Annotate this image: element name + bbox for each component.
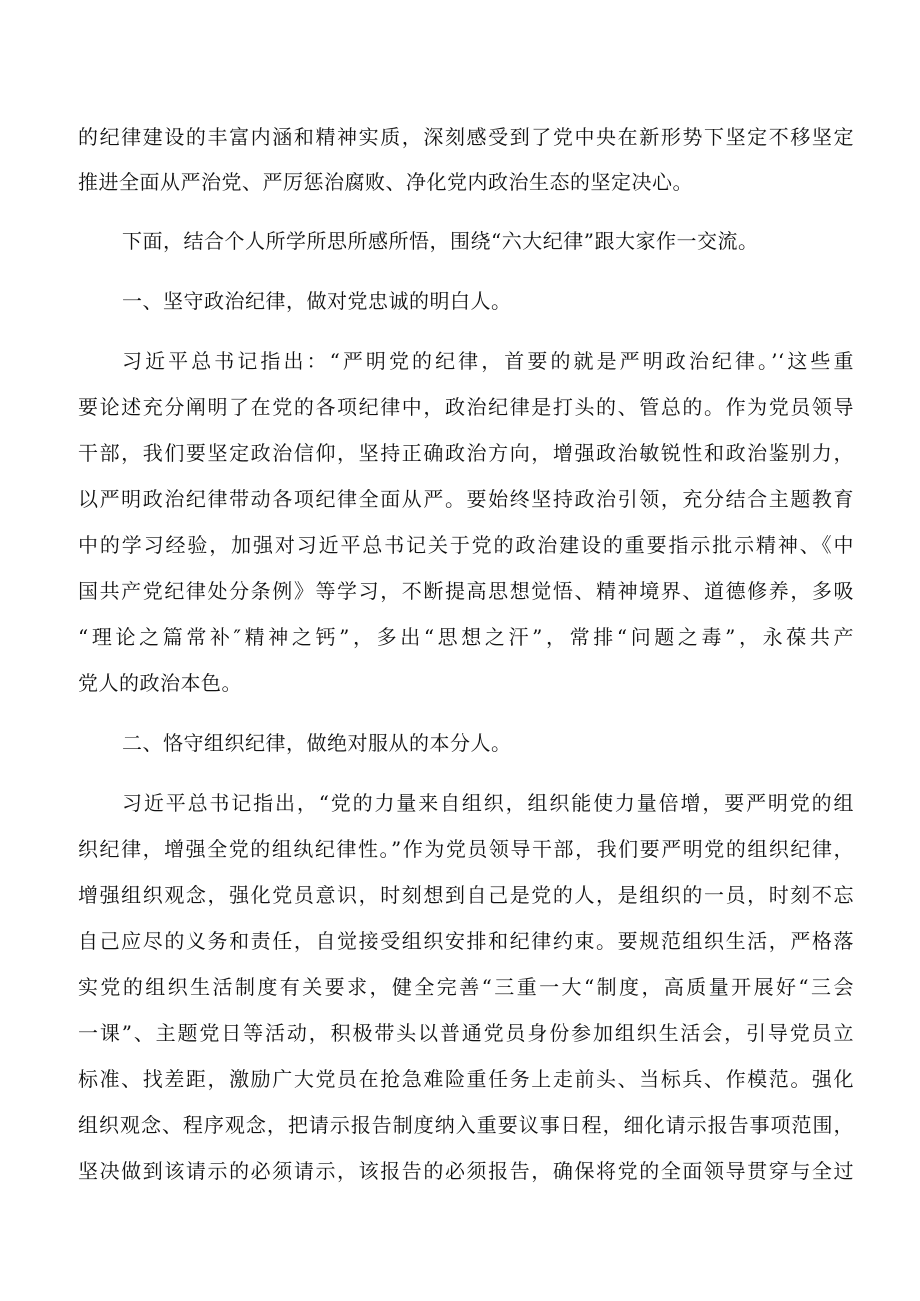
text-line: 增强组织观念，强化党员意识，时刻想到自己是党的人，是组织的一员，时刻不忘 [78,883,854,907]
text-line: 下面，结合个人所学所思所感所悟，围绕“六大纪律”跟大家作一交流。 [122,229,759,253]
text-line: 织纪律，增强全党的组纨纪律性。”作为党员领导干部，我们要严明党的组织纪律， [78,837,854,861]
text-line: 实党的组织生活制度有关要求，健全完善“三重一大“制度，高质量开展好“三会 [78,975,854,999]
text-line: 推进全面从严治党、严厉惩治腐败、净化党内政治生态的坚定决心。 [78,170,693,194]
text-line: 习近平总书记指出，“党的力量来自组织，组织能使力量倍增，要严明党的组 [122,791,854,815]
text-line: 的纪律建设的丰富内涵和精神实质，深刻感受到了党中央在新形势下坚定不移坚定 [78,125,854,149]
section-one [78,289,854,696]
section-heading: 一、坚守政治纪律，做对党忠诚的明白人。 [122,289,512,313]
text-line: 干部，我们要坚定政治信仰，坚持正确政治方向，增强政治敏锐性和政治鉴别力， [78,441,854,465]
text-line: 党人的政治本色。 [78,671,242,695]
paragraph-intro [78,125,854,195]
text-line: 坚决做到该请示的必须请示，该报告的必须报告，确保将党的全面领导贯穿与全过 [78,1159,854,1183]
text-line: 组织观念、程序观念，把请示报告制度纳入重要议事日程，细化请示报告事项范围， [78,1113,854,1137]
text-line: “理论之篇常补″精神之钙”，多出“思想之汗”，常排“问题之毒”，永葆共产 [78,625,854,649]
text-line: 以严明政治纪律带动各项纪律全面从严。要始终坚持政治引领，充分结合主题教育 [78,487,854,511]
text-line: 中的学习经验，加强对习近平总书记关于党的政治建设的重要指示批示精神、《中 [78,533,854,557]
text-line: 自己应尽的义务和责任，自觉接受组织安排和纪律约束。要规范组织生活，严格落 [78,929,854,953]
text-line: 国共产党纪律处分条例》等学习，不断提高思想觉悟、精神境界、道德修养，多吸 [78,579,854,603]
text-line: 一课”、主题党日等活动，积极带头以普通党员身份参加组织生活会，引导党员立 [78,1021,854,1045]
document-body [78,125,854,1184]
paragraph-transition [78,229,854,254]
section-heading: 二、恪守组织纪律，做绝对服从的本分人。 [122,731,512,755]
text-line: 习近平总书记指出：“严明党的纪律，首要的就是严明政治纪律。’‘这些重 [122,349,854,373]
section-two [78,731,854,1184]
text-line: 要论述充分阐明了在党的各项纪律中，政治纪律是打头的、管总的。作为党员领导 [78,395,854,419]
text-line: 标准、找差距，激励广大党员在抢急难险重任务上走前头、当标兵、作模范。强化 [78,1067,854,1091]
